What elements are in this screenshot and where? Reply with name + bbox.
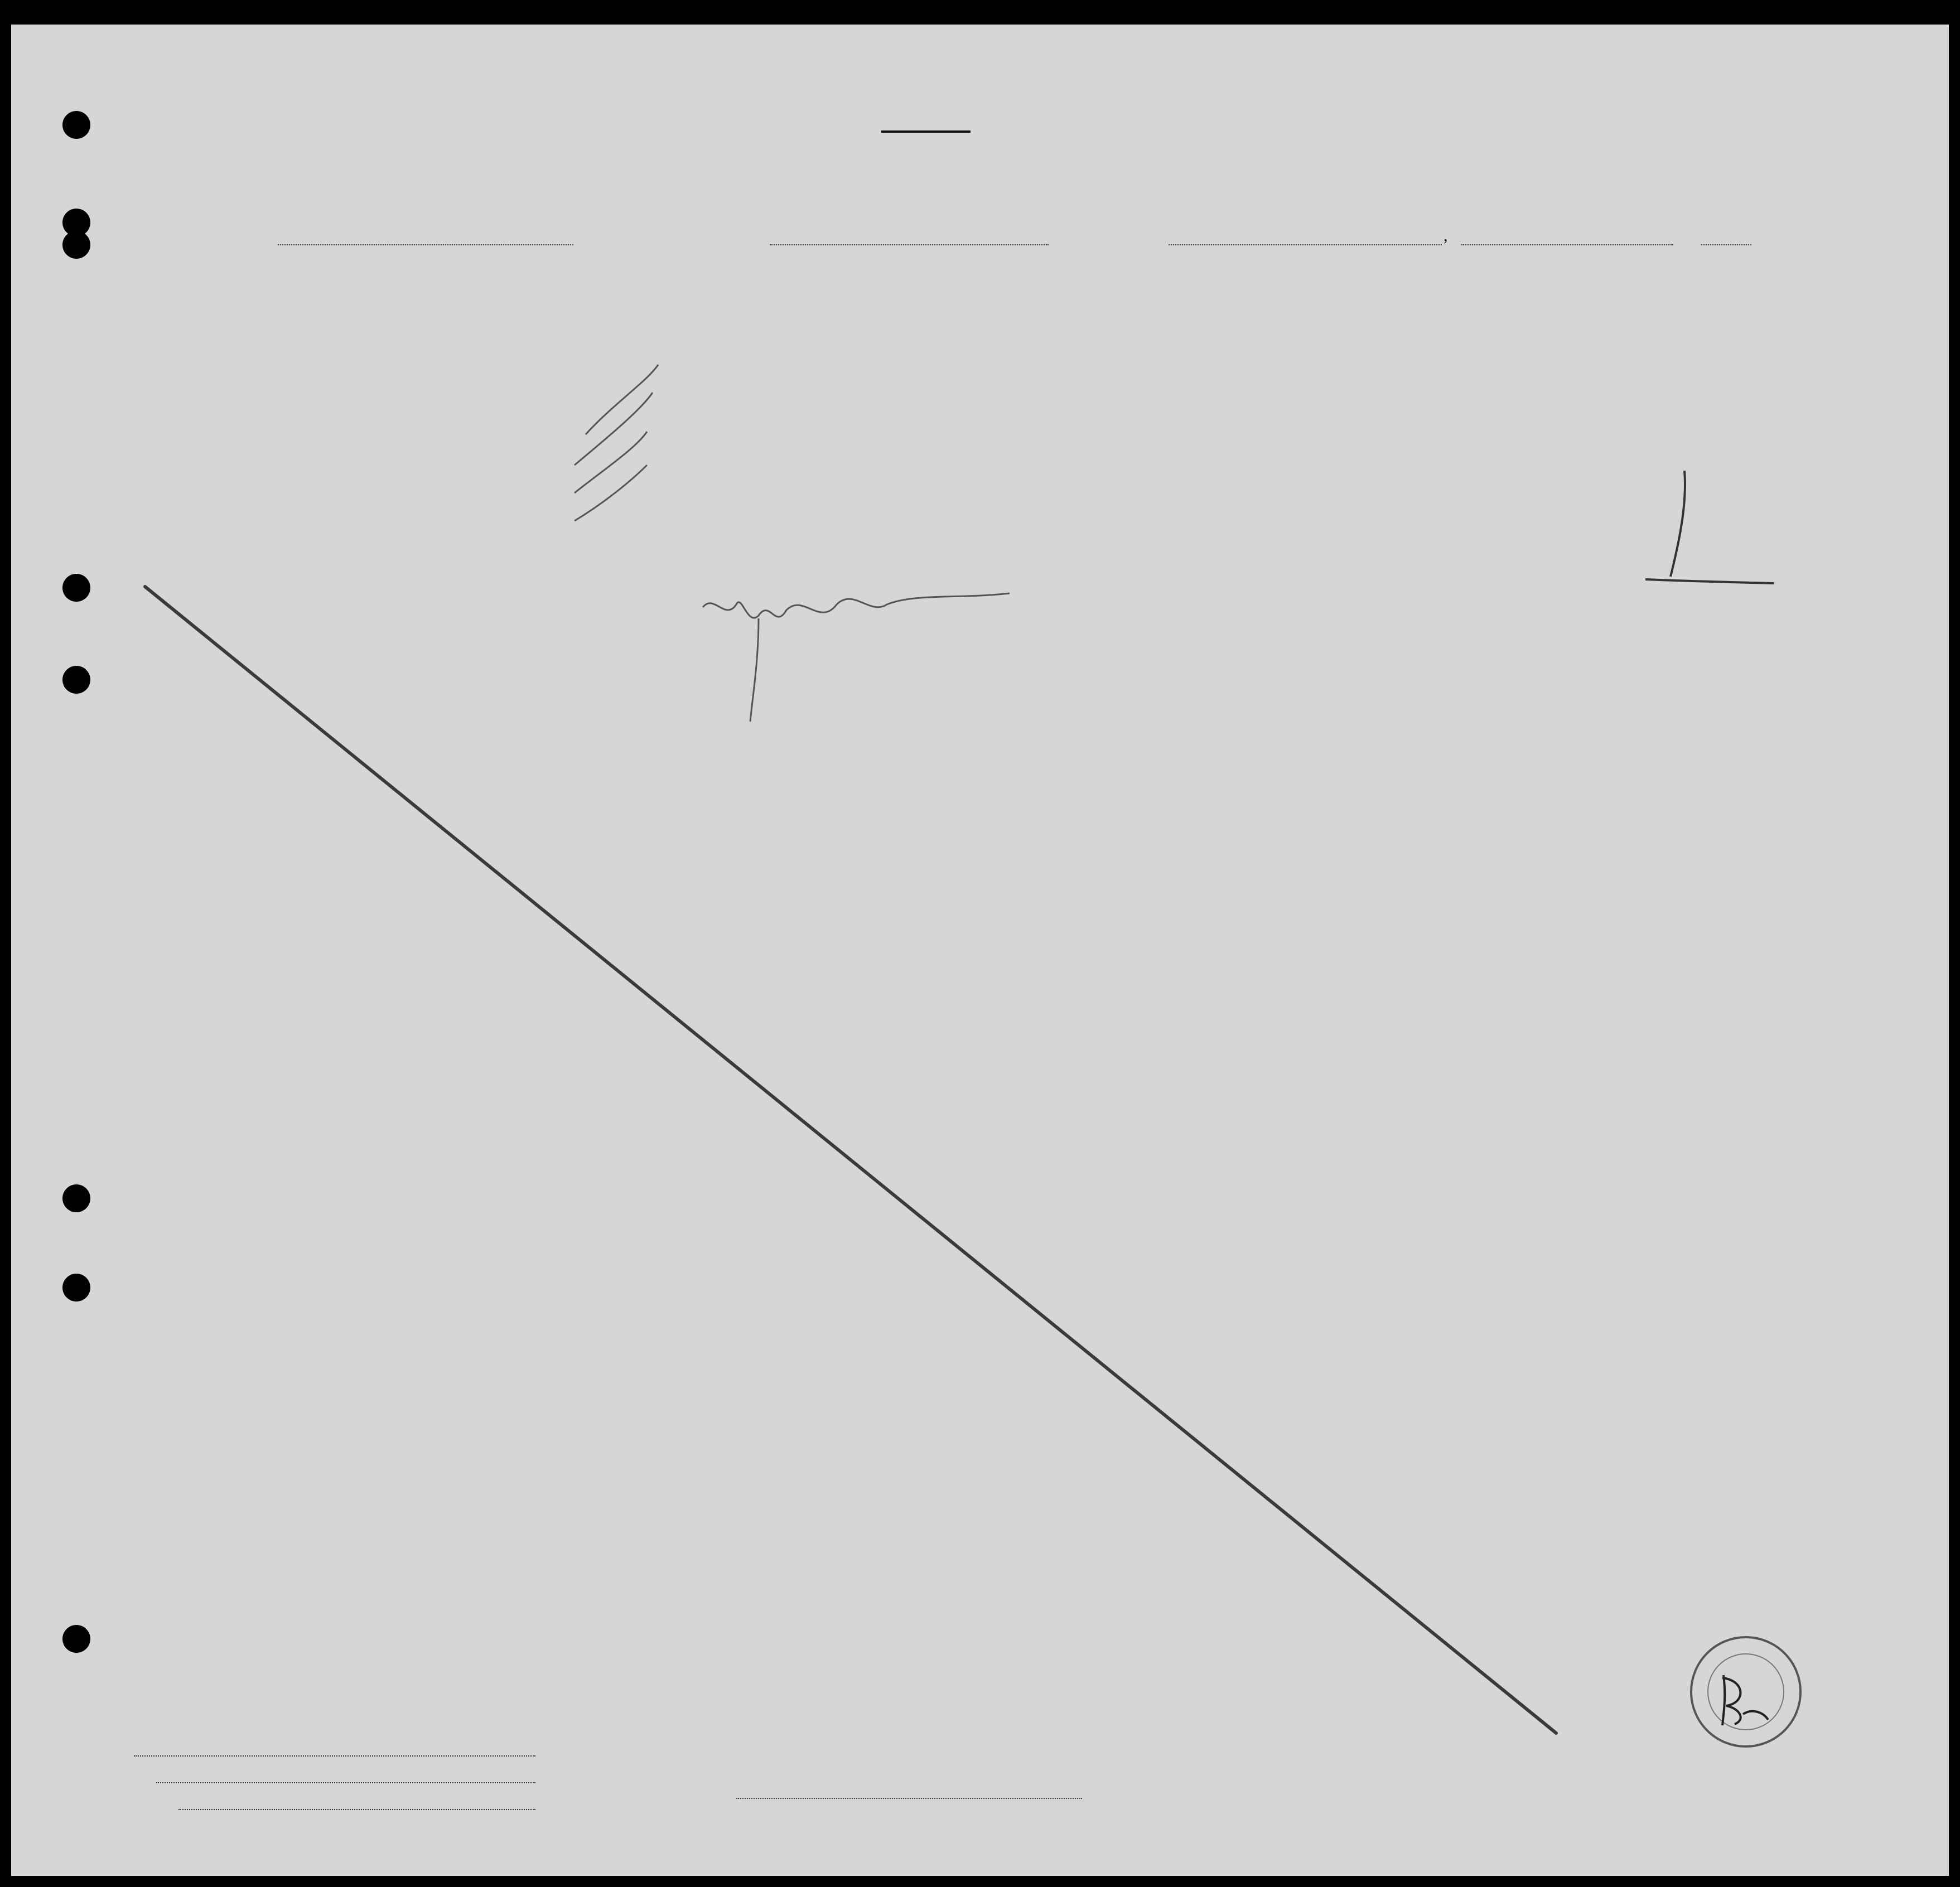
comma: , — [1444, 226, 1448, 245]
remark-mark — [1645, 471, 1774, 583]
fill-line — [178, 1809, 535, 1810]
fill-line — [134, 1755, 535, 1757]
inspector-initials — [1722, 1675, 1768, 1725]
manifest-sheet — [11, 25, 1949, 1876]
fill-line — [156, 1782, 535, 1783]
handwritten-marks — [11, 25, 1949, 1876]
signature-scribble — [703, 593, 1010, 722]
fill-line — [736, 1798, 1082, 1799]
check-marks — [575, 365, 658, 521]
strike-through-line — [145, 587, 1556, 1733]
